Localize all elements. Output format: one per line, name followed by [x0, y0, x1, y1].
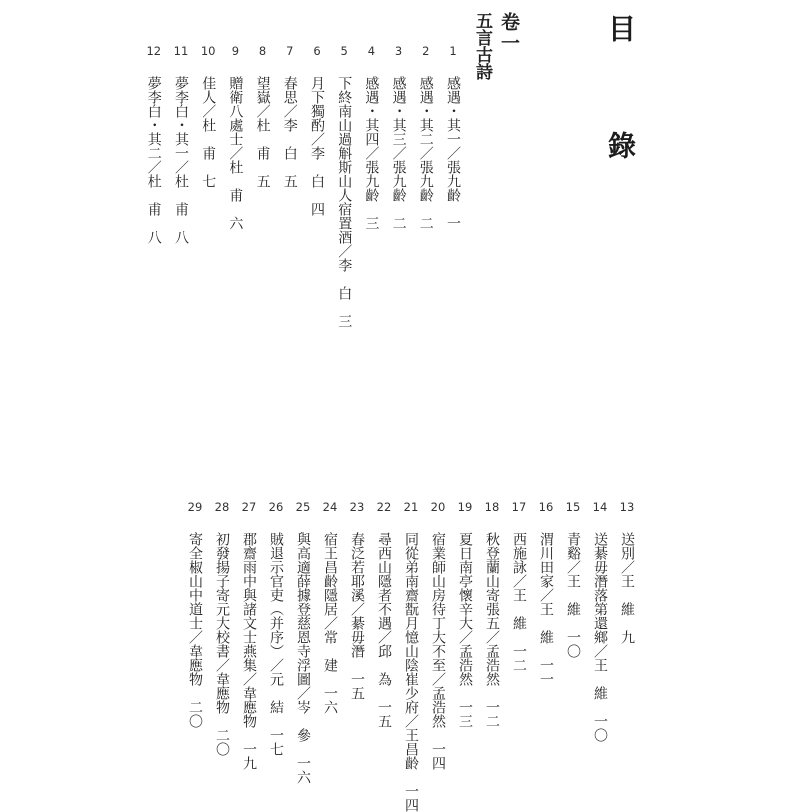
entry-page-number: 一六 [295, 756, 311, 784]
entry-title: 宿業師山房待丁大不至／孟浩然 [430, 532, 446, 728]
entry-number: 8 [258, 44, 267, 58]
entry-title: 送綦毋潛落第還鄉／王 維 [592, 532, 608, 700]
toc-entry[interactable] [452, 532, 478, 796]
entry-title: 渭川田家／王 維 [538, 532, 554, 644]
toc-entry[interactable] [331, 76, 357, 396]
toc-entry[interactable] [222, 76, 248, 396]
entry-title: 夢李白・其一／杜 甫 [173, 76, 189, 216]
entry-number: 29 [187, 500, 203, 514]
entry-title: 佳人／杜 甫 [200, 76, 217, 160]
entry-number: 28 [214, 500, 230, 514]
toc-entry[interactable] [304, 76, 330, 396]
entry-title: 宿王昌齡隱居／常 建 [322, 532, 338, 672]
toc-entry[interactable] [479, 532, 505, 796]
toc-entry[interactable] [371, 532, 397, 796]
entry-title: 春思／李 白 [281, 76, 298, 160]
toc-entry[interactable] [195, 76, 221, 396]
entry-page-number: 九 [619, 630, 635, 644]
entry-number: 13 [619, 500, 635, 514]
entry-title: 感遇・其一／張九齡 [445, 76, 461, 202]
entry-number: 25 [295, 500, 311, 514]
toc-entry[interactable] [263, 532, 289, 796]
entry-number: 16 [538, 500, 554, 514]
entry-page-number: 八 [173, 230, 189, 244]
entry-title: 賊退示官吏（并序）／元 結 [268, 532, 284, 714]
entry-title: 同從弟南齋翫月憶山陰崔少府／王昌齡 [403, 532, 419, 770]
toc-entry[interactable] [290, 532, 316, 796]
entry-page-number: 七 [200, 174, 217, 188]
entry-page-number: 一二 [484, 700, 500, 728]
entry-title: 初發揚子寄元大校書／韋應物 [214, 532, 230, 714]
entry-page-number: 一九 [241, 742, 257, 770]
entry-number: 26 [268, 500, 284, 514]
toc-entry[interactable] [277, 76, 303, 396]
entry-page-number: 一四 [403, 784, 419, 812]
toc-entry[interactable] [386, 76, 412, 396]
entry-page-number: 五 [254, 174, 271, 188]
entry-title: 春泛若耶溪／綦毋潛 [349, 532, 365, 658]
entry-page-number: 一三 [457, 700, 473, 728]
toc-entry[interactable] [358, 76, 384, 396]
entry-title: 贈衛八處士／杜 甫 [227, 76, 244, 202]
entry-page-number: 一六 [322, 686, 338, 714]
entry-number: 20 [430, 500, 446, 514]
entry-number: 3 [394, 44, 403, 58]
toc-entry[interactable] [344, 532, 370, 796]
toc-entry[interactable] [209, 532, 235, 796]
toc-entry[interactable] [587, 532, 613, 796]
entry-page-number: 一七 [268, 728, 284, 756]
section-title: 五言古詩 [472, 12, 492, 80]
entry-title: 感遇・其四／張九齡 [363, 76, 380, 202]
entry-number: 17 [511, 500, 527, 514]
toc-entry[interactable] [533, 532, 559, 796]
entry-number: 23 [349, 500, 365, 514]
entry-number: 1 [449, 44, 457, 58]
entry-number: 24 [322, 500, 338, 514]
entry-title: 尋西山隱者不遇／邱 為 [376, 532, 392, 686]
toc-entry[interactable] [506, 532, 532, 796]
entry-number: 14 [592, 500, 608, 514]
entry-title: 郡齋雨中與諸文士燕集／韋應物 [241, 532, 257, 728]
toc-entry[interactable] [398, 532, 424, 812]
entry-page-number: 三 [336, 314, 353, 328]
entry-number: 2 [422, 44, 430, 58]
entry-page-number: 四 [309, 202, 325, 216]
page-heading: 目 錄 [604, 14, 637, 187]
entry-number: 9 [231, 44, 240, 58]
entry-title: 感遇・其二／張九齡 [417, 76, 434, 202]
entry-number: 15 [565, 500, 581, 514]
toc-entry[interactable] [141, 76, 167, 396]
toc-entry[interactable] [317, 532, 343, 796]
entry-page-number: 一四 [430, 742, 446, 770]
entry-page-number: 一二 [511, 644, 527, 672]
entry-page-number: 六 [227, 216, 244, 230]
entry-number: 7 [286, 44, 294, 58]
entry-page-number: 三 [363, 216, 380, 230]
entry-title: 送別／王 維 [619, 532, 635, 616]
entry-title: 寄全椒山中道士／韋應物 [187, 532, 203, 686]
entry-title: 與高適薛據登慈恩寺浮圖／岑 參 [295, 532, 311, 742]
toc-entry[interactable] [413, 76, 439, 396]
toc-entry[interactable] [236, 532, 262, 796]
toc-entry[interactable] [440, 76, 466, 396]
entry-page-number: 二〇 [214, 728, 230, 756]
toc-entry[interactable] [425, 532, 451, 796]
toc-entry[interactable] [560, 532, 586, 796]
entry-title: 望嶽／杜 甫 [254, 76, 271, 160]
entry-title: 感遇・其三／張九齡 [390, 76, 407, 202]
entry-title: 青谿／王 維 [565, 532, 581, 616]
entry-number: 6 [313, 44, 321, 58]
toc-entry[interactable] [250, 76, 276, 396]
entry-page-number: 一五 [376, 700, 392, 728]
entry-number: 4 [367, 44, 376, 58]
entry-page-number: 二 [417, 216, 434, 230]
entry-number: 18 [484, 500, 500, 514]
entry-number: 10 [200, 44, 216, 58]
entry-page-number: 二〇 [187, 700, 203, 728]
entry-page-number: 八 [145, 230, 162, 244]
toc-entry[interactable] [614, 532, 640, 796]
toc-entry[interactable] [182, 532, 208, 796]
entry-title: 月下獨酌／李 白 [309, 76, 325, 188]
entry-title: 下終南山過斛斯山人宿置酒／李 白 [336, 76, 353, 300]
entry-number: 22 [376, 500, 392, 514]
entry-page-number: 二 [390, 216, 407, 230]
entry-page-number: 一 [445, 216, 461, 230]
toc-entry[interactable] [168, 76, 194, 396]
entry-number: 21 [403, 500, 419, 514]
entry-number: 11 [173, 44, 189, 58]
entry-page-number: 一五 [349, 672, 365, 700]
entry-number: 5 [340, 44, 348, 58]
entry-page-number: 五 [281, 174, 298, 188]
entry-number: 27 [241, 500, 257, 514]
entry-title: 西施詠／王 維 [511, 532, 527, 630]
entry-page-number: 一〇 [592, 714, 608, 742]
entry-number: 19 [457, 500, 473, 514]
entry-page-number: 一〇 [565, 630, 581, 658]
entry-title: 夢李白・其二／杜 甫 [145, 76, 162, 216]
entry-number: 12 [146, 44, 162, 58]
entry-title: 秋登蘭山寄張五／孟浩然 [484, 532, 500, 686]
volume-title: 卷一 [498, 12, 520, 54]
entry-page-number: 一一 [538, 658, 554, 686]
entry-title: 夏日南亭懷辛大／孟浩然 [457, 532, 473, 686]
